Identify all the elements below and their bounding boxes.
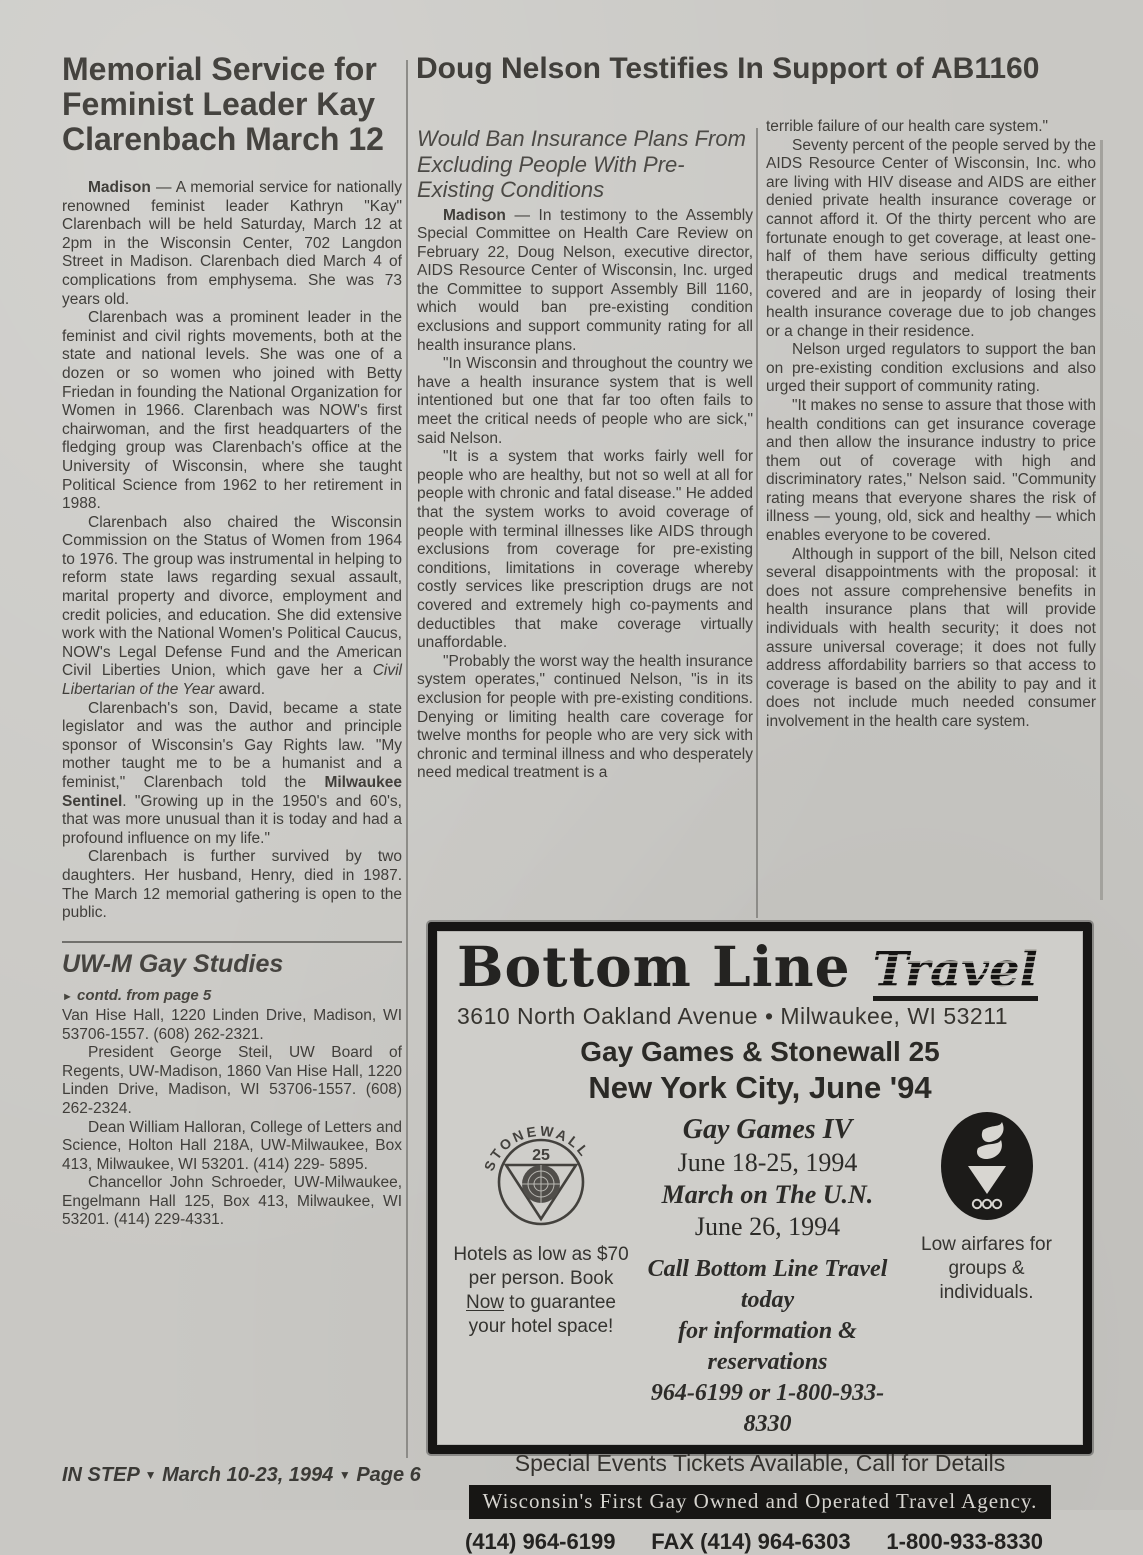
hotels-post: to guarantee your hotel space! <box>468 1292 616 1337</box>
nelson-paragraph <box>417 207 753 356</box>
dateline: Madison <box>88 179 151 196</box>
dateline: Madison <box>443 206 506 224</box>
continued-text: contd. from page 5 <box>72 987 212 1005</box>
nelson-paragraph: "In Wisconsin and throughout the country we have a health insurance system that is well intentioned but one that far too often fails to meet the critical needs of people who are sick," said Nelson. <box>417 355 753 447</box>
uwm-gay-studies-title: UW-M Gay Studies <box>62 949 284 978</box>
middle-column <box>417 126 753 783</box>
column-divider-middle <box>756 128 758 918</box>
memorial-paragraph <box>62 179 402 309</box>
stonewall-arc-text: STONEWALL <box>482 1122 594 1174</box>
paragraph-text: Clarenbach's son, David, became a state legislator and was the author and principle sponsor of Wisconsin's Gay Rights law. "My mother taught me to be a humanist and a feminist," Clarenbach told the <box>62 699 402 791</box>
page-footer <box>62 1464 421 1487</box>
uwm-paragraph: Dean William Halloran, College of Letters and Science, Holton Hall 218A, UW-Milwaukee, Box 413, Milwaukee, WI 53201. (414) 229- 5895. <box>62 1118 402 1173</box>
ad-right-cell <box>904 1110 1069 1305</box>
bottom-line-logo: Bottom Line <box>457 934 851 999</box>
nelson-paragraph: "It is a system that works fairly well for people who are healthy, but not so well at all for people with chronic and fatal disease." He added that the system works to avoid coverage of people with terminal illnesses like AIDS through exclusions from coverage for pre-existing conditions, limitations in coverage whereby costly services like prescription drugs are not covered and extremely high co-payments and deductibles that make coverage virtually unaffordable. <box>417 448 753 652</box>
right-column <box>766 118 1096 732</box>
nelson-paragraph: terrible failure of our health care system." <box>766 118 1049 135</box>
stonewall-25-text: 25 <box>532 1147 550 1164</box>
ad-headline-1: Gay Games & Stonewall 25 <box>580 1036 940 1067</box>
hotels-now-underlined: Now <box>466 1292 505 1313</box>
issue-date: March 10-23, 1994 <box>162 1464 339 1486</box>
nelson-paragraph: "It makes no sense to assure that those with health conditions can get insurance coverage and then allow the insurance industry to price them out of coverage with high and discriminatory rates," Nelson said. "Community rating means that everyone shares the risk of illness — young, old, sick and healthy — which enables everyone to be covered. <box>766 396 1096 545</box>
page-number: Page 6 <box>356 1464 421 1486</box>
triangle-separator-icon: ▼ <box>144 1468 157 1482</box>
left-column <box>62 52 402 1230</box>
uwm-paragraph: President George Steil, UW Board of Regents, UW-Madison, 1860 Van Hise Hall, 1220 Linden Drive, Madison, WI 53706-1557. (608) 262-2324. <box>62 1044 402 1117</box>
ad-brand-row <box>457 934 1069 1001</box>
uwm-paragraph: Van Hise Hall, 1220 Linden Drive, Madison, WI 53706-1557. (608) 262-2321. <box>62 1006 402 1043</box>
continued-note <box>62 987 402 1007</box>
nelson-paragraph: "Probably the worst way the health insurance system operates," continued Nelson, "is in its exclusion for people with pre-existing conditions. Denying or limiting health care coverage for twelve months for people who are very sick with chronic and terminal illness and who desperately need medical treatment is a <box>417 652 753 782</box>
hotels-text <box>451 1243 631 1339</box>
paragraph-text: award. <box>214 681 266 699</box>
call-to-action <box>631 1254 904 1440</box>
uwm-paragraph: Chancellor John Schroeder, UW-Milwaukee, Engelmann Hall 125, Box 413, Milwaukee, WI 53201. (414) 229-4331. <box>62 1174 402 1229</box>
special-events-line: Special Events Tickets Available, Call for Details <box>514 1450 1006 1476</box>
paragraph-text: . "Growing up in the 1950's and 60's, that was more unusual than it is today and had a profound influence on my life." <box>62 792 402 847</box>
travel-logo: Travel <box>873 945 1038 1001</box>
ad-content-grid <box>451 1110 1069 1440</box>
call-line: Call Bottom Line Travel today <box>647 1256 888 1313</box>
memorial-paragraph <box>62 700 402 849</box>
doug-nelson-headline: Doug Nelson Testifies In Support of AB1160 <box>416 52 1040 85</box>
memorial-article-title: Memorial Service for Feminist Leader Kay Clarenbach March 12 <box>62 51 384 157</box>
airfares-text: Low airfares for groups & individuals. <box>921 1234 1052 1303</box>
section-divider <box>62 941 402 943</box>
call-phone-line: 964-6199 or 1-800-933-8330 <box>650 1380 885 1437</box>
award-name-italic: Civil Libertarian of the Year <box>62 662 402 699</box>
call-line: for information & reservations <box>678 1318 857 1375</box>
article-subhead: Would Ban Insurance Plans From Excluding People With Pre-Existing Conditions <box>417 126 746 202</box>
arrow-icon: ► <box>62 991 73 1004</box>
paragraph-text: — A memorial service for nationally renowned feminist leader Kathryn "Kay" Clarenbach will be held Saturday, March 12 at 2pm in the Wisconsin Center, 702 Langdon Street in Madison. Clarenbach died March 4 of complications from emphysema. She was 73 years old. <box>62 179 402 308</box>
ad-center-cell <box>631 1110 904 1440</box>
memorial-paragraph: Clarenbach was a prominent leader in the feminist and civil rights movements, both at the state and national levels. She was one of a dozen or so women who joined with Betty Friedan in founding the National Organization for Women in 1966. Clarenbach was NOW's first chairwoman, and the first headquarters of the fledging group was Clarenbach's office at the University of Wisconsin, where she taught Political Science from 1962 to her retirement in 1988. <box>62 309 402 513</box>
magazine-name: IN STEP <box>62 1464 140 1486</box>
fax-number: FAX (414) 964-6303 <box>651 1529 851 1554</box>
ad-address: 3610 North Oakland Avenue • Milwaukee, WI 53211 <box>457 1003 1009 1029</box>
ad-phone-row <box>451 1529 1069 1555</box>
event-gay-games: Gay Games IV <box>682 1114 853 1145</box>
tollfree-number: 1-800-933-8330 <box>886 1529 1043 1554</box>
newspaper-name-bold: Milwaukee Sentinel <box>62 774 402 810</box>
event-date-1: June 18-25, 1994 <box>677 1148 858 1177</box>
paragraph-text: Clarenbach also chaired the Wisconsin Commission on the Status of Women from 1964 to 1976. The group was instrumental in helping to reform state laws regarding sexual assault, marital property and divorce, employment and credit policies, and education. She did extensive work with the National Women's Political Caucus, NOW's Legal Defense Fund and the American Civil Liberties Union, which gave her a <box>62 513 402 680</box>
column-divider-left <box>406 60 408 1458</box>
phone-number: (414) 964-6199 <box>465 1529 616 1554</box>
ad-headline-2: New York City, June '94 <box>588 1070 932 1105</box>
page-edge-shadow <box>1100 140 1103 900</box>
event-date-2: June 26, 1994 <box>694 1212 841 1241</box>
nelson-paragraph: Although in support of the bill, Nelson cited several disappointments with the proposal: it does not assure comprehensive benefits in health insurance plans that will provide individuals with health security; it does not assure universal coverage; it does not fully address affordability barriers so that access to coverage is based on the ability to pay and it does not include much needed consumer involvement in the health care system. <box>766 545 1096 730</box>
event-march-un: March on The U.N. <box>661 1180 874 1209</box>
memorial-paragraph: Clarenbach is further survived by two daughters. Her husband, Henry, died in 1987. The March 12 memorial gathering is open to the public. <box>62 848 402 922</box>
hotels-pre: Hotels as low as $70 per person. Book <box>453 1244 629 1289</box>
ad-black-banner: Wisconsin's First Gay Owned and Operated Travel Agency. <box>469 1485 1051 1519</box>
ad-left-cell <box>451 1110 631 1339</box>
bottom-line-travel-ad <box>428 922 1092 1554</box>
nelson-paragraph: Nelson urged regulators to support the ban on pre-existing condition exclusions and also urged their support of community rating. <box>766 341 1096 396</box>
triangle-separator-icon: ▼ <box>338 1468 351 1482</box>
gay-games-torch-logo-icon <box>939 1110 1035 1227</box>
nelson-paragraph: Seventy percent of the people served by the AIDS Resource Center of Wisconsin, Inc. who are living with HIV disease and AIDS are either denied private health insurance coverage or cannot afford it. Of the thirty percent who are fortunate enough to get coverage, at least one-half of them have serious difficulty getting therapeutic drugs and medical treatments covered and are in jeopardy of losing their health insurance coverage due to job changes or a change in their residence. <box>766 136 1096 340</box>
stonewall-25-logo-icon <box>482 1110 600 1237</box>
memorial-paragraph <box>62 514 402 700</box>
paragraph-text: — In testimony to the Assembly Special Committee on Health Care Review on February 22, Doug Nelson, executive director, AIDS Resource Center of Wisconsin, Inc. urged the Committee to support Assembly Bill 1160, which would ban pre-existing condition exclusions and support community rating for all health insurance plans. <box>417 206 753 354</box>
